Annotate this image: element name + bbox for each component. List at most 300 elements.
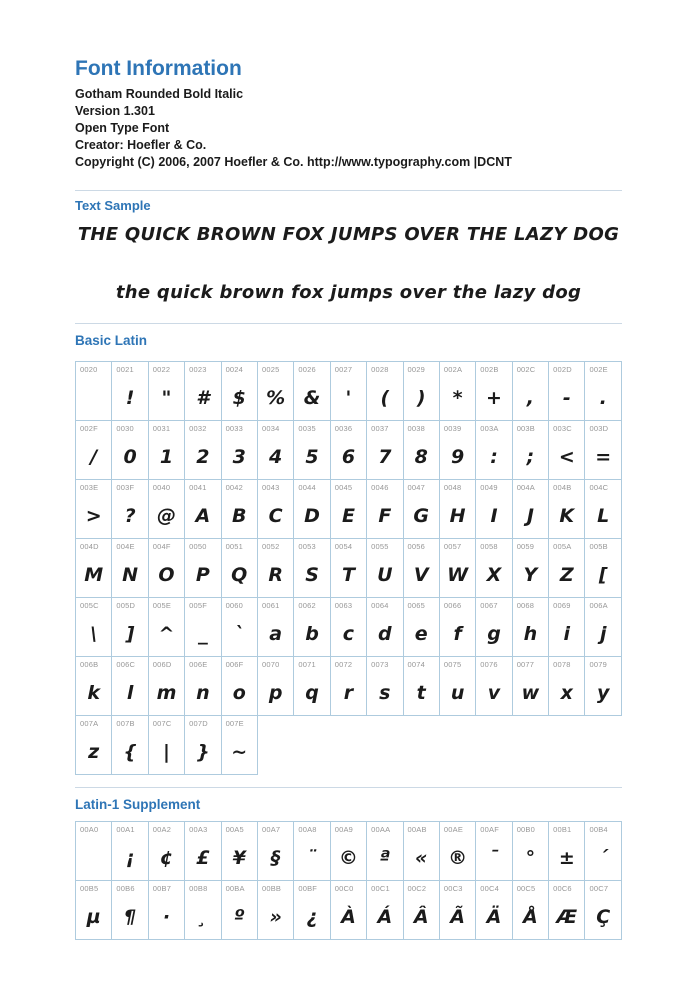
- glyph-code: 004B: [553, 483, 572, 492]
- glyph-code: 0052: [261, 542, 280, 551]
- glyph-cell: [330, 822, 366, 881]
- glyph-cell: [476, 822, 512, 881]
- glyph-code: 0071: [298, 660, 316, 669]
- glyph-cell: [221, 598, 257, 657]
- glyph-char: \: [90, 623, 98, 645]
- glyph-char: v: [487, 682, 501, 704]
- glyph-char: 3: [232, 446, 246, 468]
- glyph-cell: [476, 421, 512, 480]
- glyph-code: 002E: [589, 365, 608, 374]
- glyph-code: 0027: [334, 365, 353, 374]
- glyph-char: %: [266, 387, 286, 409]
- glyph-char: _: [198, 623, 208, 645]
- glyph-code: 00C6: [553, 884, 572, 893]
- glyph-cell: [476, 539, 512, 598]
- glyph-char: P: [195, 564, 210, 586]
- glyph-code: 003B: [516, 424, 536, 433]
- glyph-char: G: [413, 505, 430, 527]
- glyph-code: 005F: [189, 601, 208, 610]
- glyph-cell: [367, 822, 403, 881]
- glyph-char: p: [268, 682, 283, 704]
- glyph-cell: [148, 881, 184, 940]
- glyph-code: 0057: [443, 542, 462, 551]
- glyph-cell: [403, 539, 439, 598]
- glyph-cell: [76, 657, 112, 716]
- glyph-code: 0055: [371, 542, 389, 551]
- glyph-code: 00C3: [443, 884, 463, 893]
- glyph-cell: [585, 598, 622, 657]
- glyph-char: £: [196, 847, 210, 869]
- glyph-char: [76, 376, 111, 420]
- glyph-char: S: [305, 564, 319, 586]
- glyph-code: 0079: [589, 660, 607, 669]
- glyph-cell: [76, 421, 112, 480]
- glyph-code: 0042: [225, 483, 244, 492]
- glyph-cell: [148, 539, 184, 598]
- glyph-code: 002F: [80, 424, 98, 433]
- glyph-cell: [439, 881, 475, 940]
- glyph-code: 0062: [298, 601, 316, 610]
- glyph-code: 0058: [480, 542, 498, 551]
- glyph-cell: [148, 598, 184, 657]
- glyph-char: ¢: [159, 847, 174, 869]
- glyph-char: ,: [526, 387, 534, 409]
- glyph-char: x: [560, 682, 573, 704]
- font-name: Gotham Rounded Bold Italic: [75, 87, 244, 101]
- glyph-table: [75, 361, 622, 775]
- glyph-code: 0025: [261, 365, 280, 374]
- glyph-char: H: [449, 505, 466, 527]
- glyph-char: F: [378, 505, 392, 527]
- glyph-row: [76, 421, 622, 480]
- glyph-cell: [185, 480, 221, 539]
- glyph-code: 0056: [407, 542, 426, 551]
- glyph-char: ©: [338, 847, 358, 869]
- glyph-cell: [112, 822, 148, 881]
- glyph-cell: [367, 539, 403, 598]
- glyph-cell: [367, 480, 403, 539]
- glyph-cell: [476, 362, 512, 421]
- glyph-code: 0036: [334, 424, 353, 433]
- glyph-cell: [585, 822, 622, 881]
- glyph-code: 00B1: [553, 825, 572, 834]
- glyph-char: R: [268, 564, 283, 586]
- glyph-char: Æ: [556, 906, 578, 928]
- glyph-code: 0029: [407, 365, 426, 374]
- glyph-code: 0069: [553, 601, 571, 610]
- glyph-char: j: [599, 623, 607, 645]
- glyph-cell: [585, 362, 622, 421]
- glyph-code: 0040: [152, 483, 171, 492]
- sample-uppercase: THE QUICK BROWN FOX JUMPS OVER THE LAZY DOG: [77, 224, 620, 245]
- glyph-code: 0072: [334, 660, 353, 669]
- glyph-code: 00C0: [334, 884, 354, 893]
- glyph-cell: [148, 822, 184, 881]
- glyph-char: E: [341, 505, 355, 527]
- glyph-cell: [549, 822, 585, 881]
- glyph-cell: [112, 362, 148, 421]
- glyph-char: w: [521, 682, 540, 704]
- glyph-cell: [367, 421, 403, 480]
- glyph-char: 1: [159, 446, 174, 468]
- glyph-code: 00AE: [443, 825, 464, 834]
- glyph-code: 00C7: [589, 884, 609, 893]
- glyph-code: 00B0: [516, 825, 536, 834]
- glyph-code: 006D: [152, 660, 172, 669]
- glyph-code: 00A1: [116, 825, 135, 834]
- glyph-code: 0038: [407, 424, 426, 433]
- glyph-cell: [585, 539, 622, 598]
- glyph-code: 003A: [480, 424, 499, 433]
- glyph-cell: [294, 657, 330, 716]
- glyph-char: *: [452, 387, 463, 409]
- glyph-code: 00A3: [189, 825, 208, 834]
- glyph-cell: [512, 539, 548, 598]
- glyph-cell: [330, 480, 366, 539]
- glyph-char: b: [305, 623, 319, 645]
- glyph-code: 0075: [443, 660, 462, 669]
- glyph-row: [76, 881, 622, 940]
- glyph-char: :: [490, 446, 498, 468]
- glyph-table: [75, 821, 622, 940]
- glyph-char: -: [562, 387, 571, 409]
- glyph-code: 00A7: [261, 825, 281, 834]
- glyph-code: 0026: [298, 365, 316, 374]
- glyph-cell: [403, 881, 439, 940]
- glyph-cell: [185, 421, 221, 480]
- glyph-cell: [185, 539, 221, 598]
- glyph-code: 0020: [80, 365, 98, 374]
- glyph-cell: [76, 480, 112, 539]
- glyph-code: 0053: [298, 542, 316, 551]
- glyph-code: 00B7: [152, 884, 172, 893]
- glyph-cell: [257, 822, 293, 881]
- glyph-char: 9: [450, 446, 465, 468]
- glyph-char: ¿: [306, 906, 318, 928]
- glyph-cell: [512, 480, 548, 539]
- glyph-char: ^: [158, 623, 175, 645]
- glyph-char: y: [597, 682, 610, 704]
- glyph-char: A: [195, 505, 211, 527]
- glyph-char: .: [599, 387, 607, 409]
- glyph-code: 0074: [407, 660, 426, 669]
- glyph-char: M: [84, 564, 104, 586]
- glyph-code: 00BB: [261, 884, 282, 893]
- glyph-code: 004E: [116, 542, 135, 551]
- glyph-char: 0: [123, 446, 137, 468]
- glyph-code: 0039: [443, 424, 462, 433]
- glyph-char: Å: [523, 906, 538, 928]
- glyph-code: 0043: [261, 483, 280, 492]
- glyph-char: X: [486, 564, 502, 586]
- glyph-char: U: [377, 564, 393, 586]
- glyph-char: }: [196, 741, 210, 763]
- glyph-code: 00C1: [371, 884, 390, 893]
- glyph-cell: [257, 480, 293, 539]
- page-title: Font Information: [75, 57, 242, 80]
- glyph-char: »: [269, 906, 282, 928]
- glyph-code: 007A: [80, 719, 99, 728]
- glyph-sections: [75, 323, 622, 940]
- glyph-char: |: [163, 741, 170, 763]
- glyph-cell: [185, 598, 221, 657]
- glyph-code: 0063: [334, 601, 353, 610]
- glyph-row: [76, 716, 622, 775]
- glyph-char: @: [156, 505, 176, 527]
- glyph-cell: [330, 881, 366, 940]
- glyph-char: ¶: [124, 906, 137, 928]
- glyph-cell: [330, 539, 366, 598]
- glyph-char: ®: [448, 847, 468, 869]
- glyph-char: 8: [414, 446, 428, 468]
- glyph-code: 003E: [80, 483, 99, 492]
- glyph-code: 00A8: [298, 825, 317, 834]
- glyph-cell: [257, 657, 293, 716]
- glyph-row: [76, 657, 622, 716]
- glyph-cell: [585, 657, 622, 716]
- glyph-char: i: [563, 623, 571, 645]
- glyph-code: 0070: [261, 660, 280, 669]
- glyph-code: 0028: [371, 365, 389, 374]
- glyph-char: +: [486, 387, 502, 409]
- glyph-char: z: [88, 741, 100, 763]
- glyph-code: 0046: [371, 483, 389, 492]
- glyph-char: §: [270, 847, 281, 869]
- glyph-char: ª: [379, 847, 391, 869]
- glyph-code: 0021: [116, 365, 134, 374]
- glyph-row: [76, 539, 622, 598]
- glyph-char: ±: [558, 847, 575, 869]
- glyph-code: 00AA: [371, 825, 391, 834]
- glyph-cell: [403, 598, 439, 657]
- glyph-code: 00A5: [225, 825, 244, 834]
- glyph-code: 0050: [189, 542, 207, 551]
- glyph-char: B: [232, 505, 247, 527]
- glyph-cell: [294, 480, 330, 539]
- glyph-cell: [512, 822, 548, 881]
- glyph-cell: [76, 539, 112, 598]
- glyph-code: 005D: [116, 601, 136, 610]
- glyph-cell: [403, 480, 439, 539]
- glyph-section: [75, 323, 622, 775]
- glyph-char: ¸: [198, 906, 208, 928]
- glyph-char: N: [122, 564, 139, 586]
- glyph-cell: [148, 716, 184, 775]
- glyph-cell: [185, 716, 221, 775]
- glyph-code: 004A: [516, 483, 536, 492]
- glyph-code: 00B6: [116, 884, 135, 893]
- glyph-cell: [403, 362, 439, 421]
- glyph-char: J: [526, 505, 534, 527]
- glyph-code: 005B: [589, 542, 608, 551]
- glyph-cell: [148, 480, 184, 539]
- glyph-char: u: [450, 682, 465, 704]
- glyph-char: ): [416, 387, 426, 409]
- glyph-code: 00BF: [298, 884, 318, 893]
- glyph-cell: [549, 657, 585, 716]
- glyph-code: 00A2: [152, 825, 172, 834]
- glyph-char: =: [595, 446, 612, 468]
- glyph-char: /: [90, 446, 98, 468]
- font-type: Open Type Font: [75, 121, 170, 135]
- glyph-cell: [549, 362, 585, 421]
- glyph-code: 006F: [225, 660, 244, 669]
- glyph-cell: [76, 716, 112, 775]
- glyph-cell: [112, 881, 148, 940]
- glyph-code: 003C: [553, 424, 572, 433]
- glyph-char: Z: [559, 564, 574, 586]
- glyph-code: 00B5: [80, 884, 99, 893]
- glyph-cell: [403, 657, 439, 716]
- glyph-cell: [221, 822, 257, 881]
- glyph-char: V: [413, 564, 429, 586]
- glyph-cell: [549, 881, 585, 940]
- glyph-code: 002C: [516, 365, 536, 374]
- glyph-cell: [585, 421, 622, 480]
- glyph-cell: [112, 539, 148, 598]
- glyph-cell: [585, 881, 622, 940]
- glyph-char: >: [85, 505, 102, 527]
- glyph-cell: [439, 421, 475, 480]
- glyph-char: q: [305, 682, 319, 704]
- glyph-code: 004D: [80, 542, 99, 551]
- glyph-char: #: [196, 387, 210, 409]
- font-version: Version 1.301: [75, 104, 155, 118]
- glyph-char: l: [126, 682, 134, 704]
- glyph-cell: [112, 657, 148, 716]
- glyph-cell: [112, 480, 148, 539]
- glyph-cell: [476, 480, 512, 539]
- section-title: Basic Latin: [75, 333, 148, 348]
- glyph-code: 00C5: [516, 884, 536, 893]
- text-sample-label: Text Sample: [75, 198, 151, 213]
- glyph-char: Ç: [596, 906, 611, 928]
- glyph-code: 0045: [334, 483, 353, 492]
- glyph-cell: [112, 421, 148, 480]
- glyph-code: 005E: [152, 601, 172, 610]
- glyph-code: 002A: [443, 365, 463, 374]
- glyph-cell: [148, 657, 184, 716]
- glyph-char: ': [345, 387, 352, 409]
- glyph-code: 0068: [516, 601, 535, 610]
- glyph-code: 0054: [334, 542, 353, 551]
- glyph-cell: [148, 362, 184, 421]
- glyph-char: ¥: [232, 847, 246, 869]
- glyph-char: «: [415, 847, 428, 869]
- glyph-char: Q: [231, 564, 248, 586]
- glyph-cell: [549, 480, 585, 539]
- glyph-cell: [403, 421, 439, 480]
- glyph-char: m: [156, 682, 177, 704]
- glyph-cell: [403, 822, 439, 881]
- glyph-char: ;: [526, 446, 535, 468]
- glyph-char: 6: [341, 446, 356, 468]
- glyph-code: 0048: [443, 483, 462, 492]
- glyph-cell: [549, 598, 585, 657]
- glyph-char: 4: [269, 446, 283, 468]
- glyph-code: 0061: [261, 601, 280, 610]
- sample-lowercase: the quick brown fox jumps over the lazy dog: [115, 282, 582, 303]
- glyph-char: µ: [86, 906, 101, 928]
- glyph-code: 00BA: [225, 884, 245, 893]
- glyph-code: 0066: [443, 601, 462, 610]
- glyph-char: f: [453, 623, 462, 645]
- glyph-char: ~: [231, 741, 248, 763]
- glyph-char: 7: [378, 446, 392, 468]
- glyph-code: 00A9: [334, 825, 354, 834]
- glyph-code: 0023: [189, 365, 207, 374]
- glyph-char: c: [342, 623, 355, 645]
- glyph-code: 00B8: [189, 884, 208, 893]
- font-meta-block: [75, 86, 622, 171]
- glyph-cell: [439, 598, 475, 657]
- glyph-cell: [439, 822, 475, 881]
- glyph-cell: [294, 598, 330, 657]
- glyph-code: 0059: [516, 542, 535, 551]
- glyph-cell: [330, 657, 366, 716]
- glyph-cell: [257, 539, 293, 598]
- glyph-cell: [512, 421, 548, 480]
- glyph-char: À: [341, 906, 356, 928]
- glyph-cell: [221, 881, 257, 940]
- glyph-cell: [330, 362, 366, 421]
- glyph-code: 007E: [225, 719, 244, 728]
- glyph-char: W: [447, 564, 469, 586]
- glyph-char: L: [597, 505, 610, 527]
- glyph-cell: [257, 598, 293, 657]
- glyph-code: 00A0: [80, 825, 99, 834]
- glyph-char: Ä: [486, 906, 502, 928]
- glyph-cell: [185, 362, 221, 421]
- glyph-code: 002D: [553, 365, 572, 374]
- glyph-code: 0032: [189, 424, 207, 433]
- glyph-row: [76, 480, 622, 539]
- glyph-cell: [221, 362, 257, 421]
- glyph-char: {: [123, 741, 137, 763]
- glyph-char: Y: [523, 564, 538, 586]
- glyph-code: 0051: [225, 542, 244, 551]
- glyph-cell: [476, 657, 512, 716]
- glyph-code: 0030: [116, 424, 134, 433]
- glyph-cell: [512, 881, 548, 940]
- glyph-cell: [294, 362, 330, 421]
- glyph-cell: [367, 598, 403, 657]
- glyph-char: d: [378, 623, 392, 645]
- glyph-code: 0073: [371, 660, 389, 669]
- glyph-code: 006B: [80, 660, 99, 669]
- glyph-cell: [367, 881, 403, 940]
- glyph-cell: [294, 539, 330, 598]
- glyph-cell: [221, 421, 257, 480]
- glyph-char: 5: [305, 446, 319, 468]
- glyph-char: (: [380, 387, 390, 409]
- glyph-code: 0033: [225, 424, 244, 433]
- glyph-char: ": [161, 387, 172, 409]
- glyph-char: r: [343, 682, 354, 704]
- glyph-cell: [439, 539, 475, 598]
- glyph-row: [76, 822, 622, 881]
- glyph-cell: [76, 598, 112, 657]
- glyph-code: 0078: [553, 660, 571, 669]
- glyph-char: ?: [124, 505, 136, 527]
- glyph-cell: [585, 480, 622, 539]
- glyph-cell: [367, 657, 403, 716]
- glyph-cell: [294, 822, 330, 881]
- glyph-char: &: [303, 387, 321, 409]
- glyph-code: 006E: [189, 660, 208, 669]
- glyph-cell: [330, 598, 366, 657]
- glyph-code: 0037: [371, 424, 389, 433]
